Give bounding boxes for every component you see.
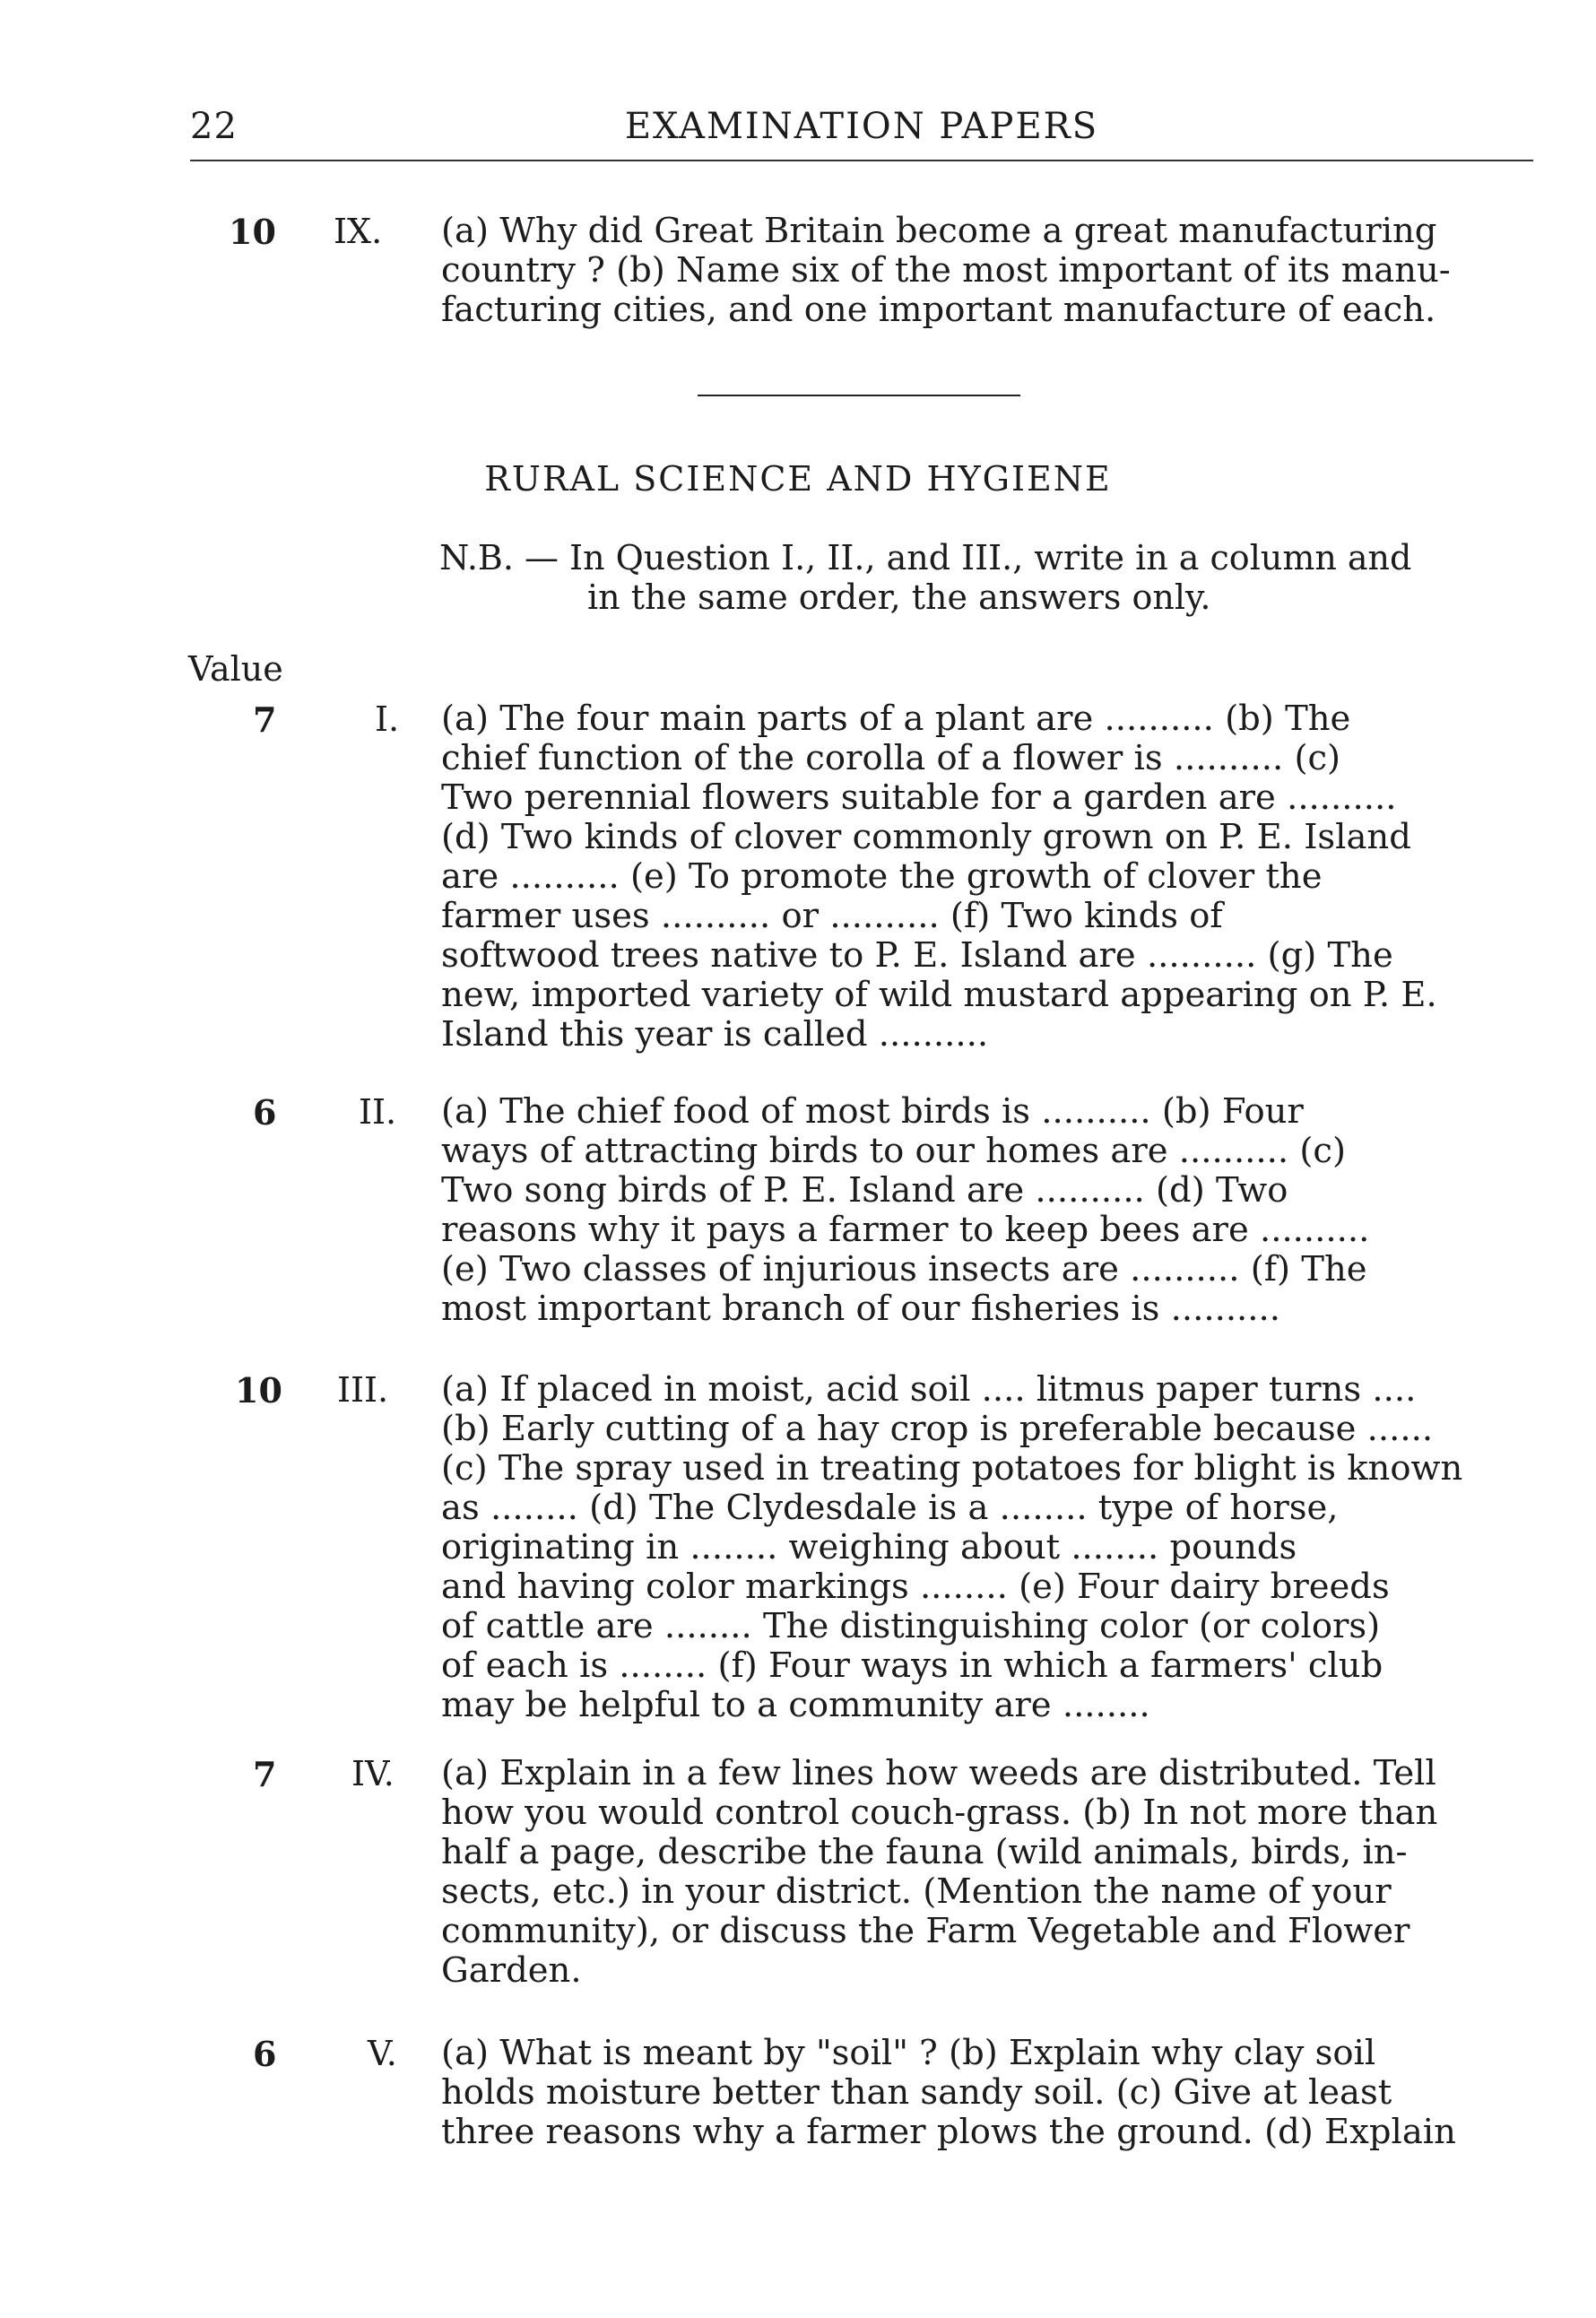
note-line-2: in the same order, the answers only. [587, 577, 1211, 617]
question-number: IV. [351, 1754, 395, 1793]
question-number: III. [337, 1370, 389, 1410]
question-number: IX. [334, 212, 383, 251]
note-line-1: N.B. — In Question I., II., and III., write in a column and [439, 538, 1412, 577]
question-text: (a) Explain in a few lines how weeds are distributed. Tell how you would control couch-grass. (b) In not more than half a page, describe the fauna (wild animals, birds, in- sects, etc.) in your district. (Mention the name of your community), or discuss the Farm Vegetable and Flower Garden. [441, 1753, 1438, 1991]
instruction-note [439, 538, 1542, 617]
page-header [190, 106, 1533, 160]
header-rule [190, 160, 1533, 161]
value-column-heading: Value [188, 649, 283, 689]
question-value: 10 [235, 1370, 282, 1411]
question-value: 7 [253, 699, 277, 740]
question-value: 7 [253, 1754, 277, 1794]
question-text: (a) Why did Great Britain become a great manufacturing country ? (b) Name six of the most important of its manu- facturing cities, and one important manufacture of each. [441, 211, 1451, 330]
page-number: 22 [190, 106, 238, 147]
question-text: (a) The chief food of most birds is .......... (b) Four ways of attracting birds to our homes are .......... (c) Two song birds of P. E. Island are .......... (d) Two reasons why it pays a farmer to keep bees are .......... (e) Two classes of injurious insects are .......... (f) The most important branch of our fisheries is .......... [441, 1091, 1370, 1329]
question-text: (a) The four main parts of a plant are .......... (b) The chief function of the corolla of a flower is .......... (c) Two perennial flowers suitable for a garden are .......... (d) Two kinds of clover commonly grown on P. E. Island are .......... (e) To promote the growth of clover the farmer uses .......... or .......... (f) Two kinds of softwood trees native to P. E. Island are .......... (g) The new, imported variety of wild mustard appearing on P. E. Island this year is called .......... [441, 699, 1437, 1055]
question-value: 10 [229, 212, 276, 252]
running-title: EXAMINATION PAPERS [624, 106, 1099, 147]
section-title: RURAL SCIENCE AND HYGIENE [484, 459, 1112, 499]
section-divider [698, 395, 1020, 396]
question-value: 6 [253, 2034, 277, 2074]
question-number: II. [359, 1092, 397, 1132]
question-value: 6 [253, 1092, 277, 1133]
question-number: I. [375, 699, 400, 739]
question-text: (a) What is meant by "soil" ? (b) Explain why clay soil holds moisture better than sandy soil. (c) Give at least three reasons why a farmer plows the ground. (d) Explain [441, 2033, 1456, 2152]
question-text: (a) If placed in moist, acid soil .... litmus paper turns .... (b) Early cutting of a hay crop is preferable because ...... (c) The spray used in treating potatoes for blight is known as ........ (d) The Clydesdale is a ........ type of horse, originating in ........ weighing about ........ pounds and having color markings ........ (e) Four dairy breeds of cattle are ........ The distinguishing color (or colors) of each is ........ (f) Four ways in which a farmers' club may be helpful to a community are ........ [441, 1369, 1463, 1725]
question-number: V. [368, 2034, 397, 2073]
